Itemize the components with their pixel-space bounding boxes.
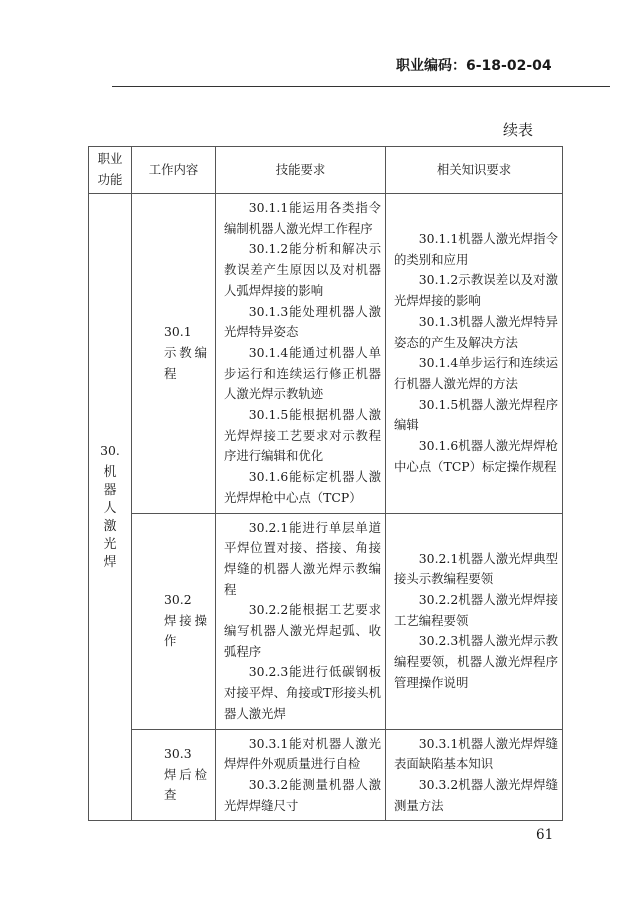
function-cell (89, 194, 132, 821)
table-row (89, 194, 563, 514)
knowledge-item: 30.2.2机器人激光焊焊接工艺编程要领 (394, 592, 558, 628)
knowledge-item: 30.2.3机器人激光焊示教编程要领，机器人激光焊程序管理操作说明 (394, 633, 558, 690)
skill-item: 30.1.1能运用各类指令编制机器人激光焊工作程序 (224, 200, 381, 236)
skill-item: 30.1.4能通过机器人单步运行和连续运行修正机器人激光焊示教轨迹 (224, 344, 381, 402)
work-content: 30.3 焊后检查 (164, 745, 207, 803)
work-content: 30.2 焊接操作 (164, 592, 207, 649)
knowledge-item: 30.1.4单步运行和连续运行机器人激光焊的方法 (394, 355, 558, 391)
requirements-table (88, 146, 563, 821)
skill-cell (216, 513, 386, 729)
header-function: 职业功能 (89, 147, 132, 194)
work-content: 30.1 示教编程 (164, 324, 207, 381)
header-work: 工作内容 (132, 147, 216, 194)
skill-item: 30.3.1能对机器人激光焊焊件外观质量进行自检 (224, 735, 381, 772)
header-rule (112, 86, 610, 87)
skill-cell (216, 194, 386, 514)
knowledge-item: 30.1.5机器人激光焊程序编辑 (394, 396, 558, 433)
table-row (89, 513, 563, 729)
knowledge-item: 30.1.6机器人激光焊焊枪中心点（TCP）标定操作规程 (394, 438, 558, 474)
work-cell (132, 513, 216, 729)
table-row (89, 729, 563, 821)
skill-item: 30.1.2能分析和解决示教误差产生原因以及对机器人弧焊焊接的影响 (224, 241, 381, 298)
function-code: 30. (100, 443, 120, 459)
occupation-code: 职业编码：6-18-02-04 (396, 58, 552, 74)
skill-item: 30.2.1能进行单层单道平焊位置对接、搭接、角接焊缝的机器人激光焊示教编程 (224, 519, 381, 597)
skill-item: 30.1.5能根据机器人激光焊焊接工艺要求对示教程序进行编辑和优化 (224, 407, 381, 464)
table-header-row (89, 147, 563, 194)
skill-item: 30.2.2能根据工艺要求编写机器人激光焊起弧、收弧程序 (224, 602, 381, 659)
skill-item: 30.1.3能处理机器人激光焊特异姿态 (224, 303, 381, 340)
skill-item: 30.1.6能标定机器人激光焊焊枪中心点（TCP） (224, 469, 381, 505)
knowledge-item: 30.1.2示教误差以及对激光焊焊接的影响 (394, 272, 558, 309)
knowledge-item: 30.3.2机器人激光焊焊缝测量方法 (394, 776, 558, 813)
skill-item: 30.3.2能测量机器人激光焊焊缝尺寸 (224, 776, 381, 813)
knowledge-cell (386, 513, 563, 729)
knowledge-item: 30.1.3机器人激光焊特异姿态的产生及解决方法 (394, 313, 558, 350)
knowledge-cell (386, 729, 563, 821)
skill-item: 30.2.3能进行低碳钢板对接平焊、角接或T形接头机器人激光焊 (224, 664, 381, 721)
knowledge-item: 30.3.1机器人激光焊焊缝表面缺陷基本知识 (394, 735, 558, 772)
continued-label: 续表 (503, 121, 534, 139)
knowledge-item: 30.2.1机器人激光焊典型接头示教编程要领 (394, 550, 558, 587)
work-cell (132, 729, 216, 821)
work-cell (132, 194, 216, 514)
header-skill: 技能要求 (216, 147, 386, 194)
page-number: 61 (536, 827, 554, 843)
header-knowledge: 相关知识要求 (386, 147, 563, 194)
skill-cell (216, 729, 386, 821)
function-name: 机器人激光焊 (103, 465, 117, 571)
knowledge-item: 30.1.1机器人激光焊指令的类别和应用 (394, 231, 558, 267)
knowledge-cell (386, 194, 563, 514)
